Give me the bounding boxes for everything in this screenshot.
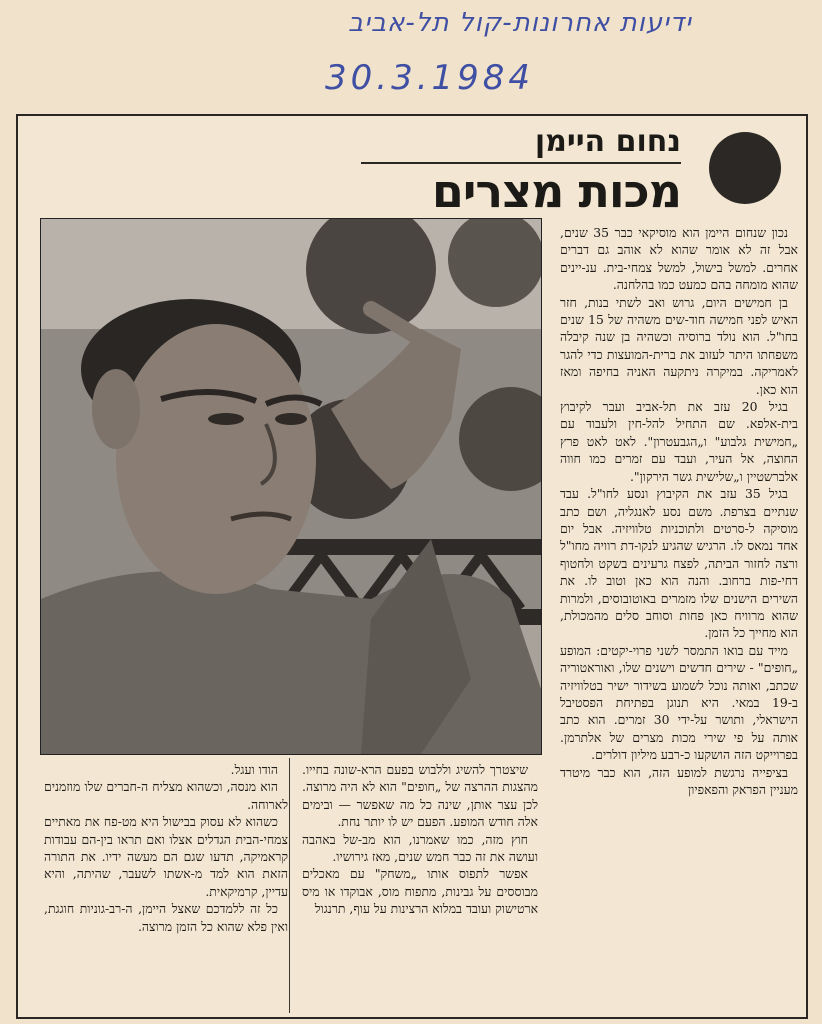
- paragraph: הוא מנסה, וכשהוא מצליח ה-חברים שלו מוזמנים לארוחה.: [44, 779, 288, 812]
- column-divider: [289, 758, 290, 1013]
- article-column-bottom-left: [44, 761, 288, 935]
- article-headline: מכות מצרים: [431, 164, 681, 218]
- paragraph: בגיל 20 עזב את תל-אביב ועבר לקיבוץ בית-אלפא. שם התחיל להל-חין ולעבוד עם „חמישית גלבוע" ו„הגבעטרון". לאט לאט פרץ החוצה, אל העיר, ועבד עם זמרים כמו חווה אלברשטיין ו„שלישית גשר הירקון".: [560, 399, 798, 484]
- decorative-circle: [709, 132, 781, 204]
- paragraph: בגיל 35 עזב את הקיבוץ ונסע לחו"ל. עבד שנתיים בצרפת. משם נסע לאנגליה, ושם כתב מוסיקה ל-סרטים ולתוכניות טלוויזיה. אבל יום אחד נמאס לו. הרגיש שהגיע לנקו-דת רוויה מחו"ל ורצה לחזור הביתה, לפצח גרעינים בשקט ולחטוף דחי-פות ברחוב. והנה הוא כאן וטוב לו. את השירים הישנים שלו מזמרים באוטובוסים, ולמרות שהוא מרוויח כאן פחות וסוחב סלים מהמכולת, הוא מחייך כל הזמן.: [560, 486, 798, 641]
- paragraph: שיצטרך להשיג וללבוש בפעם הרא-שונה בחייו. מהצגות ההרצה של „חופים" הוא לא היה מרוצה. לכן עצר אותן, שינה כל מה שאפשר — ובימים אלה חודש המופע. הפעם יש לו יותר נחת.: [302, 762, 538, 830]
- paragraph: הודו ועגל.: [230, 762, 278, 777]
- portrait-photo: [40, 218, 542, 755]
- paragraph: בציפייה נרגשת למופע הזה, הוא כבר מיטרד מעניין הפראק והפאפיון: [560, 764, 798, 797]
- paragraph: כשהוא לא עסוק בבישול היא מט-פח את מאתיים צמחי-הבית הגדלים אצלו ואם תראו בין-הם עבודות קראמיקה, תדעו שגם הם מעשה ידיו. את התורה הזאת הוא למד מ-אשתו לשעבר, שהיתה, והיא עדיין, קרמיקאית.: [44, 814, 288, 899]
- paragraph: בן חמישים היום, גרוש ואב לשתי בנות, חזר האיש לפני חמישה חוד-שים משהיה של 15 שנים בחו"ל. הוא נולד ברוסיה וכשהיה בן שנה קיבלה משפחתו היתר לעזוב את ברית-המועצות כדי להגר לאמריקה. במיקרה ניתקעה האניה בחיפה ומאז הוא כאן.: [560, 294, 798, 397]
- author-name: נחום היימן: [534, 124, 681, 159]
- paragraph: אפשר לתפוס אותו „משחק" עם מאכלים מבוססים על גבינות, מתפוח מוס, אבוקדו או מיס ארטישוק ועובד במלוא הרצינות על עוף, תרנגול: [302, 866, 538, 917]
- paragraph: מייד עם בואו התמסר לשני פרוי-יקטים: המופע „חופים" - שירים חדשים וישנים שלו, ואוראטוריה שכתב, ואותה נוכל לשמוע בשידור ישיר בטלוויזיה ב-19 במאי. היא תנוגן בפתיחת הפסטיבל הישראלי, ותושר על-ידי 30 זמרים. הוא כתב אותה על פי שירי מכות מצרים של אלתרמן. בפרוייקט הזה הושקעו כ-רבע מיליון דולרים.: [560, 642, 798, 763]
- handwritten-source-note: ידיעות אחרונות-קול תל-אביב: [348, 8, 692, 38]
- paragraph: כל זה ללמדכם שאצל היימן, ה-רב-גוניות חוגגת, ואין פלא שהוא כל הזמן מרוצה.: [44, 901, 288, 934]
- paragraph: חוץ מזה, כמו שאמרנו, הוא מב-של באהבה ועושה את זה כבר חמש שנים, מאז גירושיו.: [302, 831, 538, 865]
- paragraph: נכון שנחום היימן הוא מוסיקאי כבר 35 שנים, אבל זה לא אומר שהוא לא אוהב גם דברים אחרים. למשל בישול, למשל צמחי-בית. ענ-יינים שהוא מומחה בהם כמעט כמו בהלחנה.: [560, 225, 798, 293]
- article-column-bottom-middle: [302, 761, 538, 918]
- newspaper-clipping: [16, 114, 808, 1019]
- handwritten-date: 30.3.1984: [325, 58, 535, 98]
- portrait-photo-graphic: [41, 219, 541, 754]
- article-column-right: [560, 224, 798, 798]
